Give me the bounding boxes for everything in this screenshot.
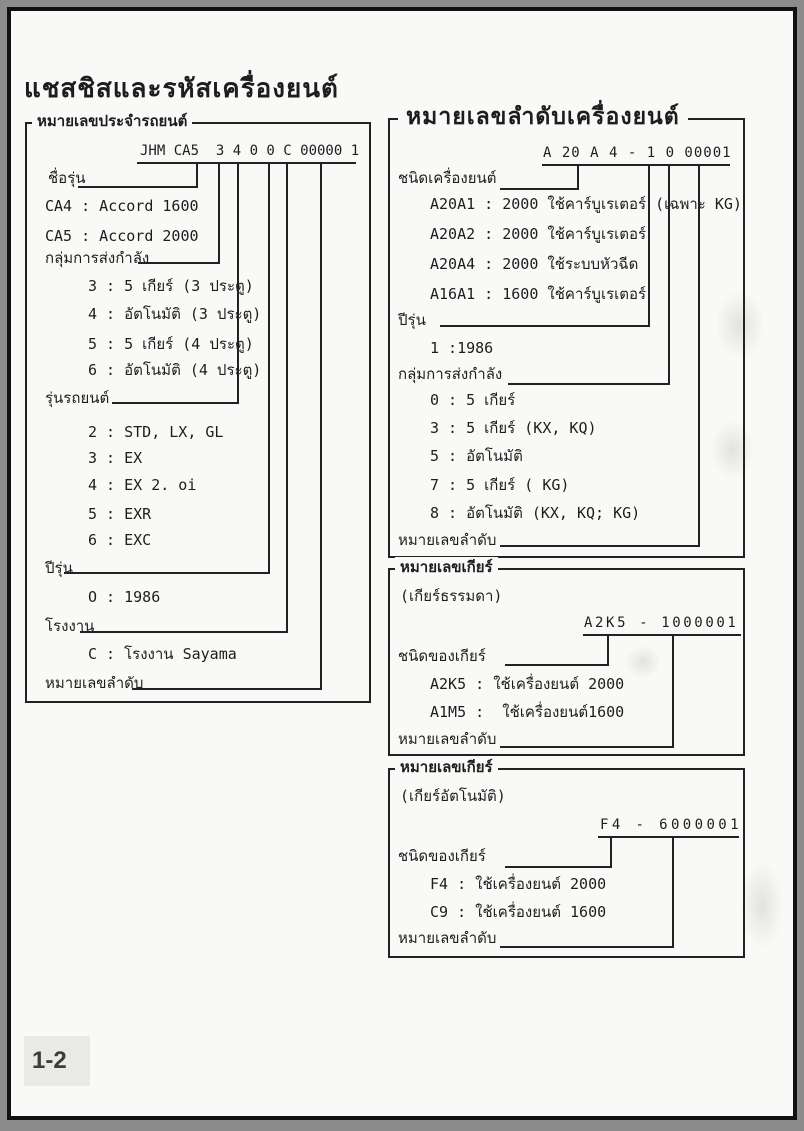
auto-gearbox-type-label: ชนิดของเกียร์ (398, 847, 486, 865)
vin-grade-option: 3 : EX (88, 449, 143, 467)
vin-grade-option: 4 : EX 2. oi (88, 476, 197, 494)
connector-line (607, 636, 609, 666)
connector-line (500, 946, 674, 948)
connector-line (196, 164, 198, 188)
connector-line (440, 325, 650, 327)
manual-gearbox-header: หมายเลขเกียร์ (395, 557, 498, 577)
vin-code: JHM CA5 3 4 0 0 C 00000 1 (140, 143, 360, 159)
connector-line (648, 166, 650, 327)
vin-grade-label: รุ่นรถยนต์ (45, 389, 110, 407)
engine-transmission-option: 8 : อัตโนมัติ (KX, KQ; KG) (430, 504, 641, 522)
connector-line (500, 545, 700, 547)
engine-year-option: 1 :1986 (430, 339, 494, 357)
connector-line (268, 164, 270, 574)
engine-type-option: A20A4 : 2000 ใช้ระบบหัวฉีด (430, 255, 639, 273)
connector-line (218, 164, 220, 264)
connector-line (500, 746, 674, 748)
manual-gearbox-serial-label: หมายเลขลำดับ (398, 730, 497, 748)
vin-model-option: CA5 : Accord 2000 (45, 227, 199, 245)
connector-line (505, 866, 612, 868)
vin-grade-option: 5 : EXR (88, 505, 152, 523)
engine-transmission-option: 5 : อัตโนมัติ (430, 447, 523, 465)
auto-gearbox-subtitle: (เกียร์อัตโนมัติ) (400, 787, 506, 805)
connector-line (320, 164, 322, 690)
engine-transmission-option: 7 : 5 เกียร์ ( KG) (430, 476, 570, 494)
vin-model-option: CA4 : Accord 1600 (45, 197, 199, 215)
connector-line (132, 688, 322, 690)
auto-gearbox-code-underline (598, 836, 739, 838)
manual-gearbox-subtitle: (เกียร์ธรรมดา) (400, 587, 503, 605)
connector-line (64, 572, 270, 574)
engine-transmission-option: 3 : 5 เกียร์ (KX, KQ) (430, 419, 597, 437)
vin-grade-option: 2 : STD, LX, GL (88, 423, 224, 441)
vin-grade-option: 6 : EXC (88, 531, 152, 549)
connector-line (138, 262, 220, 264)
vin-serial-label: หมายเลขลำดับ (45, 674, 144, 692)
page-number: 1-2 (24, 1036, 90, 1086)
connector-line (286, 164, 288, 633)
connector-line (610, 838, 612, 868)
connector-line (672, 636, 674, 748)
vin-transmission-option: 4 : อัตโนมัติ (3 ประตู) (88, 305, 262, 323)
auto-gearbox-serial-label: หมายเลขลำดับ (398, 929, 497, 947)
page-title: แชสชิสและรหัสเครื่องยนต์ (24, 74, 339, 104)
connector-line (500, 188, 579, 190)
connector-line (112, 402, 239, 404)
engine-type-option: A16A1 : 1600 ใช้คาร์บูเรเตอร์ (430, 285, 647, 303)
vin-code-underline (137, 162, 356, 164)
connector-line (80, 631, 288, 633)
engine-year-label: ปีรุ่น (398, 311, 426, 329)
auto-gearbox-header: หมายเลขเกียร์ (395, 757, 498, 777)
auto-gearbox-type-option: C9 : ใช้เครื่องยนต์ 1600 (430, 903, 607, 921)
connector-line (672, 838, 674, 948)
connector-line (78, 186, 198, 188)
vin-box-header: หมายเลขประจำรถยนต์ (32, 111, 192, 131)
engine-serial-label: หมายเลขลำดับ (398, 531, 497, 549)
engine-code: A 20 A 4 - 1 0 00001 (543, 145, 732, 161)
engine-transmission-label: กลุ่มการส่งกำลัง (398, 365, 503, 383)
vin-year-label: ปีรุ่น (45, 559, 73, 577)
engine-box-header: หมายเลขลำดับเครื่องยนต์ (398, 103, 688, 131)
manual-gearbox-type-option: A2K5 : ใช้เครื่องยนต์ 2000 (430, 675, 625, 693)
vin-factory-label: โรงงาน (45, 617, 95, 635)
connector-line (577, 166, 579, 190)
connector-line (508, 383, 670, 385)
auto-gearbox-type-option: F4 : ใช้เครื่องยนต์ 2000 (430, 875, 607, 893)
vin-transmission-option: 5 : 5 เกียร์ (4 ประตู) (88, 335, 254, 353)
manual-gearbox-code: A2K5 - 1000001 (584, 615, 739, 631)
vin-transmission-option: 3 : 5 เกียร์ (3 ประตู) (88, 277, 254, 295)
engine-type-option: A20A2 : 2000 ใช้คาร์บูเรเตอร์ (430, 225, 647, 243)
engine-code-underline (542, 164, 730, 166)
engine-type-option: A20A1 : 2000 ใช้คาร์บูเรเตอร์ (เฉพาะ KG) (430, 195, 742, 213)
manual-gearbox-type-label: ชนิดของเกียร์ (398, 647, 486, 665)
engine-type-label: ชนิดเครื่องยนต์ (398, 169, 497, 187)
vin-transmission-label: กลุ่มการส่งกำลัง (45, 249, 150, 267)
vin-factory-option: C : โรงงาน Sayama (88, 645, 237, 663)
scan-smudge (740, 860, 784, 950)
vin-transmission-option: 6 : อัตโนมัติ (4 ประตู) (88, 361, 262, 379)
connector-line (698, 166, 700, 547)
auto-gearbox-code: F4 - 6000001 (600, 817, 742, 833)
manual-gearbox-type-option: A1M5 : ใช้เครื่องยนต์1600 (430, 703, 625, 721)
vin-model-label: ชื่อรุ่น (48, 169, 86, 187)
engine-transmission-option: 0 : 5 เกียร์ (430, 391, 516, 409)
connector-line (505, 664, 609, 666)
vin-year-option: O : 1986 (88, 588, 161, 606)
